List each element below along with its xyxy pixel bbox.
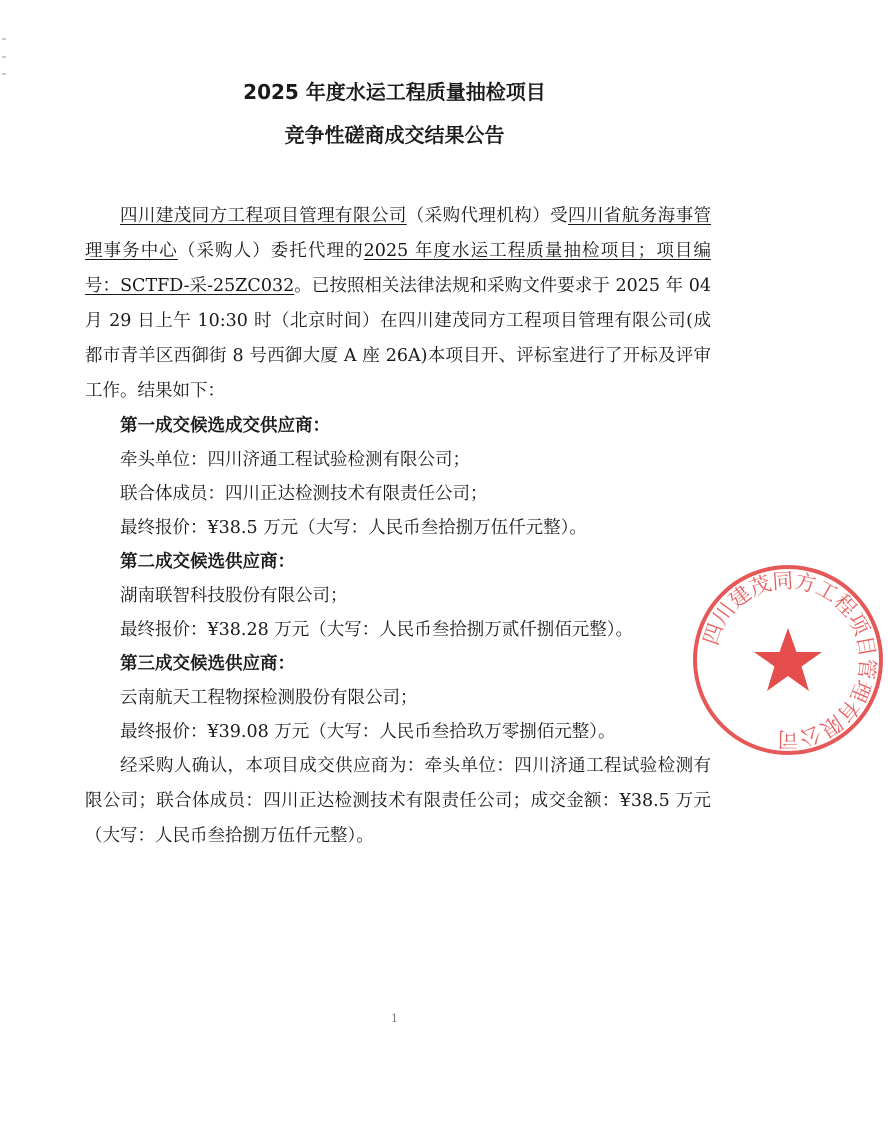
document-body: [85, 199, 711, 854]
company-seal: [688, 560, 888, 760]
third-candidate-heading: 第三成交候选供应商：: [120, 654, 295, 674]
third-candidate-name: 云南航天工程物探检测股份有限公司；: [120, 688, 418, 708]
purchaser-role: （采购人）委托代理的: [177, 241, 364, 261]
agency-name: 四川建茂同方工程项目管理有限公司: [120, 206, 407, 226]
first-candidate-heading: 第一成交候选成交供应商：: [120, 416, 330, 436]
second-candidate-heading: 第二成交候选供应商：: [120, 552, 295, 572]
first-candidate-lead: 牵头单位：四川济通工程试验检测有限公司；: [120, 450, 470, 470]
page-number: 1: [391, 1012, 398, 1025]
first-candidate-price: 最终报价：¥38.5 万元（大写：人民币叁拾捌万伍仟元整）。: [120, 518, 587, 538]
second-candidate-price: 最终报价：¥38.28 万元（大写：人民币叁拾捌万贰仟捌佰元整）。: [120, 620, 634, 640]
seal-text: 四川建茂同方工程项目管理有限公司: [698, 568, 880, 752]
purchaser-name: 四川省航务海事管理事务中心: [85, 206, 711, 261]
scan-mark: [2, 73, 6, 75]
document-subtitle: 竞争性磋商成交结果公告: [284, 123, 505, 147]
second-candidate-name: 湖南联智科技股份有限公司；: [120, 586, 348, 606]
intro-rest: 。已按照相关法律法规和采购文件要求于 2025 年 04 月 29 日上午 10:30 时（北京时间）在四川建茂同方工程项目管理有限公司(成都市青羊区西御街 8 号西御大厦 A 座 26A)本项目开、评标室进行了开标及评审工作。结果如下：: [85, 276, 711, 401]
conclusion-paragraph: 经采购人确认，本项目成交供应商为：牵头单位：四川济通工程试验检测有限公司；联合体成员：四川正达检测技术有限责任公司；成交金额：¥38.5 万元（大写：人民币叁拾捌万伍仟元整）。: [85, 756, 711, 846]
project-name: 2025 年度水运工程质量抽检项目；项目编号：SCTFD-采-25ZC032: [85, 241, 712, 296]
document-title: 2025 年度水运工程质量抽检项目: [243, 80, 546, 104]
scan-mark: [2, 56, 6, 58]
intro-paragraph: [85, 199, 711, 409]
first-candidate-member: 联合体成员：四川正达检测技术有限责任公司；: [120, 484, 488, 504]
third-candidate-price: 最终报价：¥39.08 万元（大写：人民币叁拾玖万零捌佰元整）。: [120, 722, 616, 742]
star-icon: [754, 628, 822, 691]
agency-role: （采购代理机构）受: [406, 206, 569, 226]
scan-mark: [2, 38, 6, 40]
